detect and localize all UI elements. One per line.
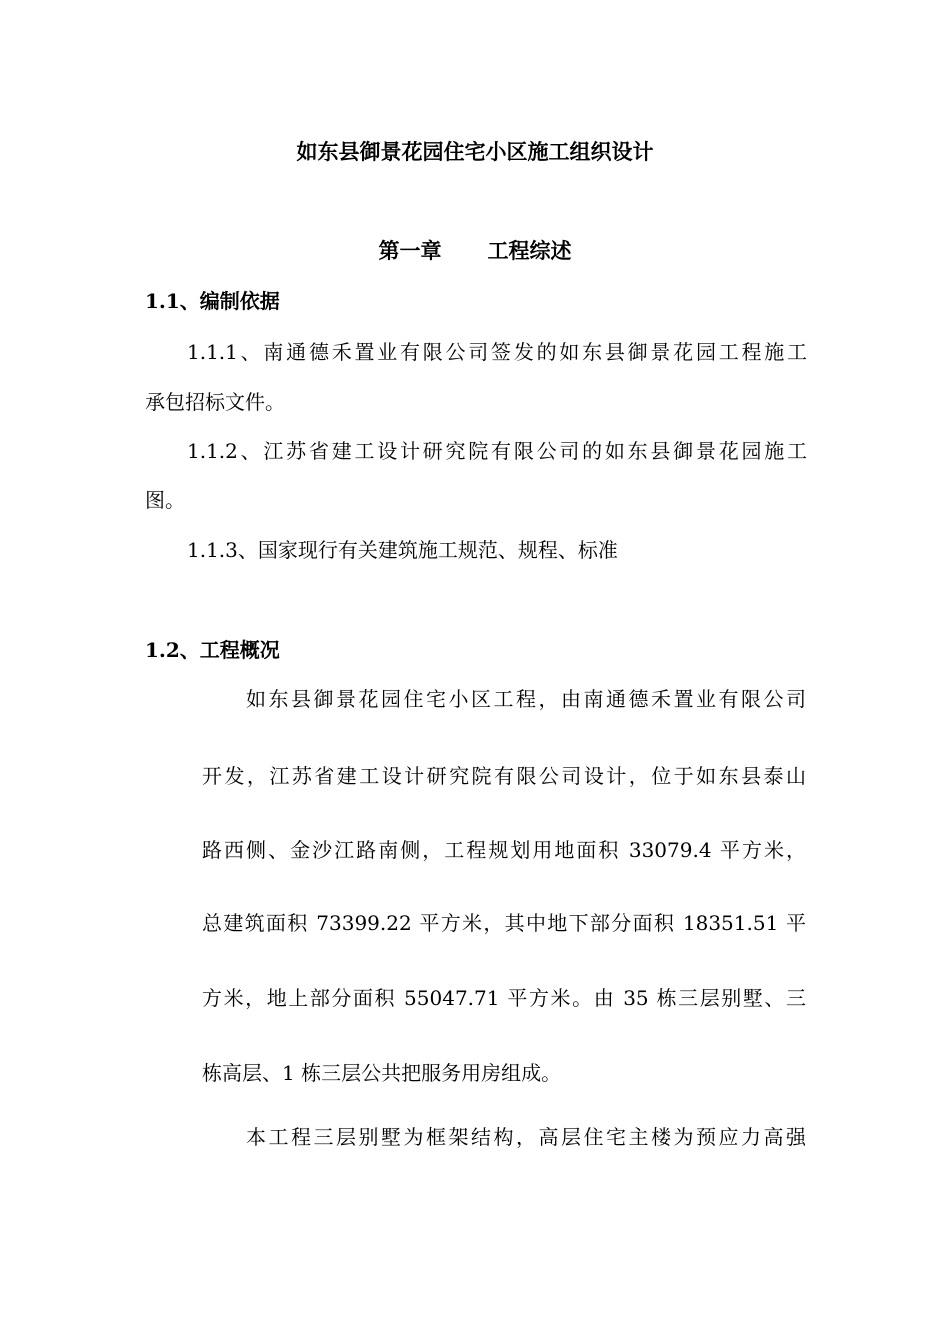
- overview-line-2: 开发，江苏省建工设计研究院有限公司设计，位于如东县泰山: [202, 764, 806, 788]
- basis-item-1-line-2: 承包招标文件。: [145, 390, 285, 414]
- overview-line-1: 如东县御景花园住宅小区工程，由南通德禾置业有限公司: [246, 687, 806, 711]
- overview-line-5: 方米，地上部分面积 55047.71 平方米。由 35 栋三层别墅、三: [202, 986, 806, 1010]
- basis-item-1-line-1: 1.1.1、南通德禾置业有限公司签发的如东县御景花园工程施工: [187, 340, 807, 364]
- basis-item-3: 1.1.3、国家现行有关建筑施工规范、规程、标准: [187, 538, 618, 562]
- section-heading-1-2: 1.2、工程概况: [145, 638, 280, 662]
- overview-line-3: 路西侧、金沙江路南侧，工程规划用地面积 33079.4 平方米，: [202, 838, 806, 862]
- chapter-number: 第一章: [378, 238, 442, 263]
- basis-item-2-line-1: 1.1.2、江苏省建工设计研究院有限公司的如东县御景花园施工: [187, 439, 807, 463]
- structure-paragraph-line-1: 本工程三层别墅为框架结构，高层住宅主楼为预应力高强: [246, 1125, 806, 1149]
- basis-item-2-line-2: 图。: [145, 488, 185, 512]
- chapter-name: 工程综述: [487, 238, 572, 263]
- overview-line-4: 总建筑面积 73399.22 平方米，其中地下部分面积 18351.51 平: [202, 911, 806, 935]
- document-title: 如东县御景花园住宅小区施工组织设计: [296, 139, 654, 164]
- section-heading-1-1: 1.1、编制依据: [145, 289, 280, 313]
- chapter-heading: [0, 239, 950, 263]
- overview-line-6: 栋高层、1 栋三层公共把服务用房组成。: [202, 1061, 562, 1085]
